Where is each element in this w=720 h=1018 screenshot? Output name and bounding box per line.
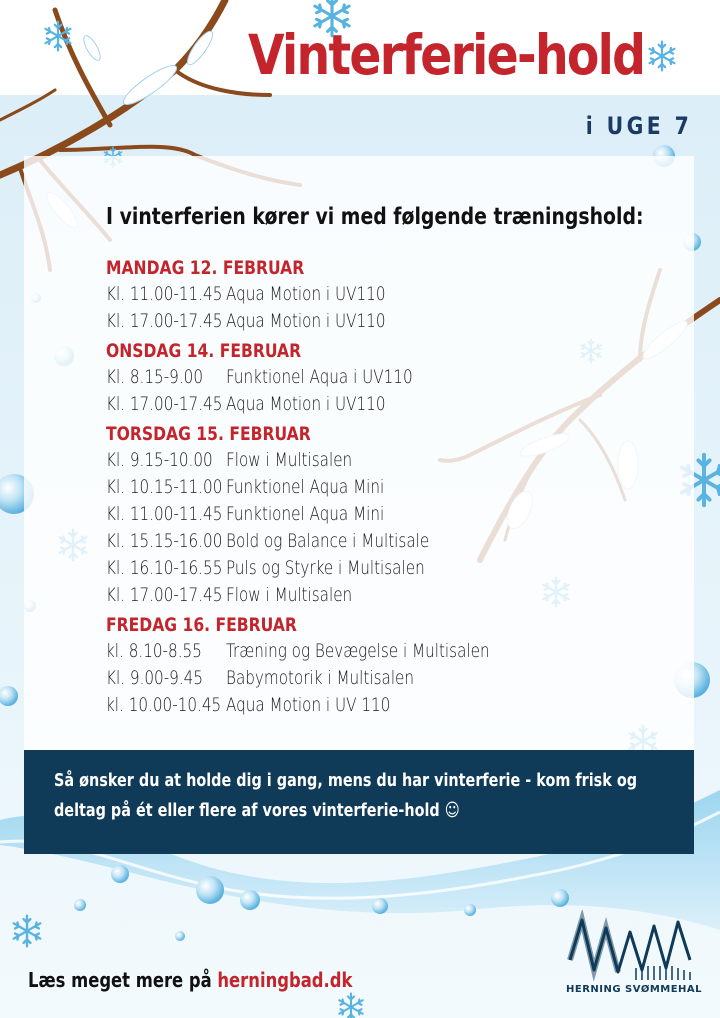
- session-row: [106, 528, 554, 555]
- session-time: Kl. 9.00-9.45: [106, 667, 204, 689]
- day-block-friday: [106, 612, 666, 719]
- session-activity: Flow i Multisalen: [226, 449, 353, 471]
- logo-text: HERNING SVØMMEHAL: [566, 984, 703, 995]
- session-time: Kl. 11.00-11.45: [106, 283, 223, 305]
- day-block-wednesday: [106, 338, 666, 418]
- day-title: MANDAG 12. FEBRUAR: [106, 257, 305, 279]
- banner-text: Så ønsker du at holde dig i gang, mens du har vinterferie - kom frisk og deltag på ét eller flere af vores vinterferie-hold ☺: [54, 770, 638, 821]
- session-activity: Babymotorik i Multisalen: [226, 667, 415, 689]
- week-subtitle: i UGE 7: [585, 112, 692, 140]
- session-row: [106, 364, 554, 391]
- session-activity: Funktionel Aqua Mini: [226, 476, 385, 498]
- session-row: [106, 582, 554, 609]
- session-activity: Bold og Balance i Multisale: [226, 530, 430, 552]
- session-activity: Aqua Motion i UV 110: [226, 694, 391, 716]
- session-activity: Aqua Motion i UV110: [226, 310, 386, 332]
- session-time: Kl. 10.15-11.00: [106, 476, 223, 498]
- intro-heading: I vinterferien kører vi med følgende træningshold:: [106, 204, 644, 230]
- session-time: kl. 8.10-8.55: [106, 640, 202, 662]
- footer-text: [28, 968, 352, 992]
- day-title: FREDAG 16. FEBRUAR: [106, 614, 297, 636]
- schedule-list: [106, 255, 666, 722]
- day-block-thursday: [106, 421, 666, 609]
- website-link[interactable]: herningbad.dk: [217, 968, 353, 992]
- footer-prefix: Læs meget mere på: [28, 968, 218, 992]
- session-activity: Funktionel Aqua i UV110: [226, 366, 413, 388]
- session-activity: Puls og Styrke i Multisalen: [226, 557, 425, 579]
- session-time: Kl. 16.10-16.55: [106, 557, 223, 579]
- logo-mark-icon: [566, 910, 694, 982]
- session-time: Kl. 17.00-17.45: [106, 584, 223, 606]
- session-activity: Træning og Bevægelse i Multisalen: [226, 640, 490, 662]
- session-row: [106, 692, 554, 719]
- session-time: Kl. 8.15-9.00: [106, 366, 204, 388]
- session-activity: Flow i Multisalen: [226, 584, 353, 606]
- page-title: Vinterferie-hold: [248, 23, 645, 87]
- session-row: [106, 665, 554, 692]
- session-row: [106, 447, 554, 474]
- session-row: [106, 391, 554, 418]
- session-activity: Funktionel Aqua Mini: [226, 503, 385, 525]
- session-row: [106, 308, 554, 335]
- session-row: [106, 474, 554, 501]
- day-block-monday: [106, 255, 666, 335]
- session-row: [106, 555, 554, 582]
- session-activity: Aqua Motion i UV110: [226, 393, 386, 415]
- session-activity: Aqua Motion i UV110: [226, 283, 386, 305]
- session-row: [106, 638, 554, 665]
- session-time: Kl. 17.00-17.45: [106, 310, 223, 332]
- message-banner: [24, 750, 694, 854]
- session-time: kl. 10.00-10.45: [106, 694, 222, 716]
- session-time: Kl. 9.15-10.00: [106, 449, 213, 471]
- session-row: [106, 281, 554, 308]
- session-time: Kl. 15.15-16.00: [106, 530, 223, 552]
- session-time: Kl. 17.00-17.45: [106, 393, 223, 415]
- herning-svommehal-logo: [566, 910, 703, 1004]
- session-time: Kl. 11.00-11.45: [106, 503, 223, 525]
- session-row: [106, 501, 554, 528]
- day-title: TORSDAG 15. FEBRUAR: [106, 423, 311, 445]
- day-title: ONSDAG 14. FEBRUAR: [106, 340, 302, 362]
